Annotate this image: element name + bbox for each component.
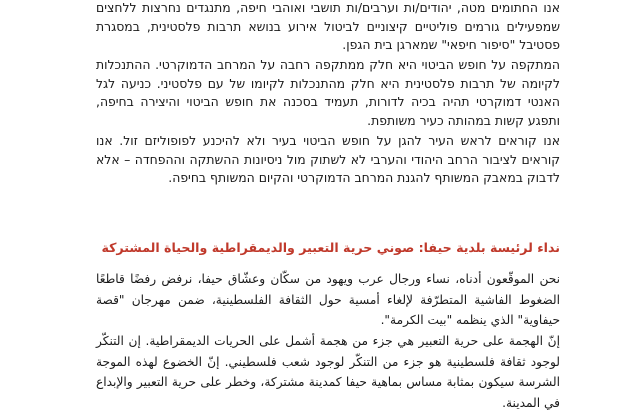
hebrew-paragraph-1: אנו החתומים מטה, יהודים/ות וערבים/ות תושבי ואוהבי חיפה, מתנגדים נחרצות ללחצים שמפעילים גורמים פוליטיים קיצוניים לביטול אירוע בנושא תרבות פלסטינית, במסגרת פסטיבל "סיפור חיפאי" שמארגן בית הגפן.: [96, 0, 560, 53]
hebrew-paragraph-2: המתקפה על חופש הביטוי היא חלק ממתקפה רחבה על המרחב הדמוקרטי. ההתנכלות לקיומה של תרבות פלסטינית היא חלק מהתנכלות לקיומו של עם פלסטיני. כניעה לגל האנטי דמוקרטי תהיה בכיה לדורות, תעמיד בסכנה את חופש הביטוי והיצירה בחיפה, ותפגע קשות במהותה כעיר משותפת.: [96, 57, 560, 128]
arabic-paragraph-1: نحن الموقّعون أدناه، نساء ورجال عرب ويهود من سكّان وعشّاق حيفا، نرفض رفضًا قاطعًا الضغوط الفاشية المتطرّفة لإلغاء أمسية حول الثقافة الفلسطينية، ضمن مهرجان "قصة حيفاوية" الذي ينظمه "بيت الكرمة".: [96, 272, 560, 327]
arabic-paragraph-2: إنّ الهجمة على حرية التعبير هي جزء من هجمة أشمل على الحريات الديمقراطية. إن التنكّر لوجود ثقافة فلسطينية هو جزء من التنكّر لوجود شعب فلسطيني. إنّ الخضوع لهذه الموجة الشرسة سيكون بمثابة مساس بماهية حيفا كمدينة مشتركة، وخطر على حرية التعبير والإبداع في المدينة.: [96, 334, 560, 410]
arabic-heading: نداء لرئيسة بلدية حيفا: صوني حرية التعبير والديمقراطية والحياة المشتركة: [101, 240, 560, 255]
hebrew-paragraph-3: אנו קוראים לראש העיר להגן על חופש הביטוי בעיר ולא להיכנע לפופוליזם זול. אנו קוראים לציבור הרחב היהודי והערבי לא לשתוק מול ניסיונות ההשתקה וההפחדה – אלא לדבוק במאבק המשותף להגנת המרחב הדמוקרטי והקיום המשותף בחיפה.: [96, 133, 560, 186]
document-page: [96, 0, 560, 410]
